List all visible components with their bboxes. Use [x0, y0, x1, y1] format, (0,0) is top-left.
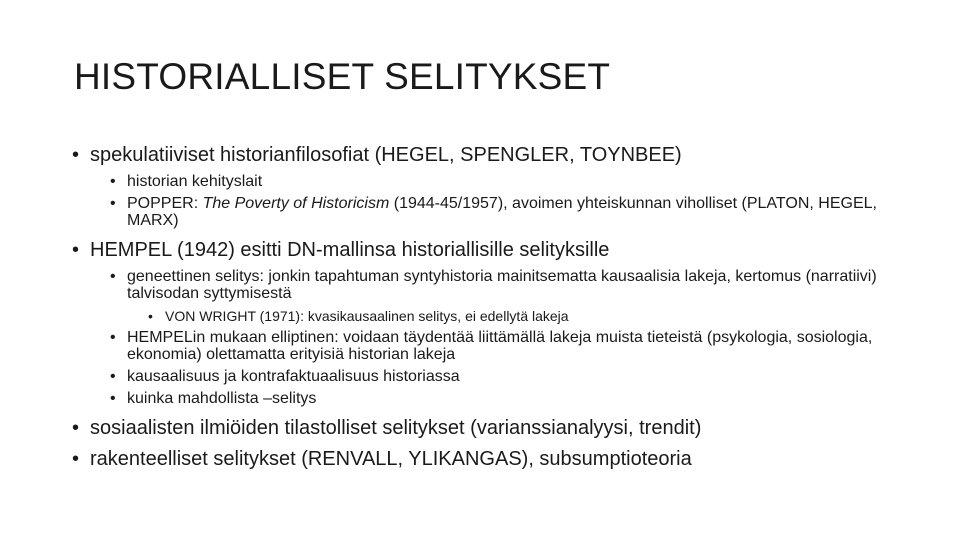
bullet-text-pre: POPPER:	[127, 195, 203, 212]
bullet-marker: •	[110, 368, 116, 385]
bullet-marker: •	[110, 329, 116, 346]
bullet-text-post: (1944-45/1957), avoimen yhteiskunnan viholliset (PLATON, HEGEL, MARX)	[127, 195, 877, 229]
bullet-text: geneettinen selitys: jonkin tapahtuman syntyhistoria mainitsematta kausaalisia lakeja, kertomus (narratiivi) talvisodan syttymisestä	[127, 268, 877, 302]
bullet-marker: •	[72, 144, 80, 166]
bullet-text: historian kehityslait	[127, 173, 263, 190]
bullet-marker: •	[72, 239, 80, 261]
bullet-text: HEMPELin mukaan elliptinen: voidaan täydentää liittämällä lakeja muista tieteistä (psykologia, sosiologia, ekonomia) olettamatta erityisiä historian lakeja	[127, 329, 873, 363]
bullet-list	[72, 142, 902, 472]
sub-bullet-item	[72, 195, 902, 229]
bullet-text: kausaalisuus ja kontrafaktuaalisuus historiassa	[127, 368, 460, 385]
book-title: The Poverty of Historicism	[202, 195, 390, 212]
sub-sub-bullet-item	[72, 308, 902, 324]
bullet-text: HEMPEL (1942) esitti DN-mallinsa historiallisille selityksille	[90, 239, 610, 261]
bullet-marker: •	[110, 390, 116, 407]
bullet-marker: •	[148, 308, 153, 324]
bullet-marker: •	[110, 173, 116, 190]
bullet-item	[72, 142, 902, 168]
bullet-text: spekulatiiviset historianfilosofiat (HEGEL, SPENGLER, TOYNBEE)	[90, 144, 682, 166]
sub-bullet-item	[72, 390, 902, 407]
bullet-text: kuinka mahdollista –selitys	[127, 390, 317, 407]
bullet-marker: •	[72, 448, 80, 470]
bullet-text	[127, 195, 907, 229]
bullet-item	[72, 237, 902, 263]
bullet-marker: •	[110, 268, 116, 285]
sub-bullet-item	[72, 368, 902, 385]
sub-bullet-item	[72, 268, 902, 302]
bullet-item	[72, 415, 902, 441]
sub-bullet-item	[72, 329, 902, 363]
bullet-marker: •	[72, 417, 80, 439]
slide-title: HISTORIALLISET SELITYKSET	[74, 56, 611, 97]
sub-bullet-item	[72, 173, 902, 190]
bullet-item	[72, 446, 902, 472]
bullet-text: rakenteelliset selitykset (RENVALL, YLIKANGAS), subsumptioteoria	[90, 448, 692, 470]
bullet-text: VON WRIGHT (1971): kvasikausaalinen selitys, ei edellytä lakeja	[165, 308, 569, 324]
bullet-text: sosiaalisten ilmiöiden tilastolliset selitykset (varianssianalyysi, trendit)	[90, 417, 702, 439]
bullet-marker: •	[110, 195, 116, 212]
